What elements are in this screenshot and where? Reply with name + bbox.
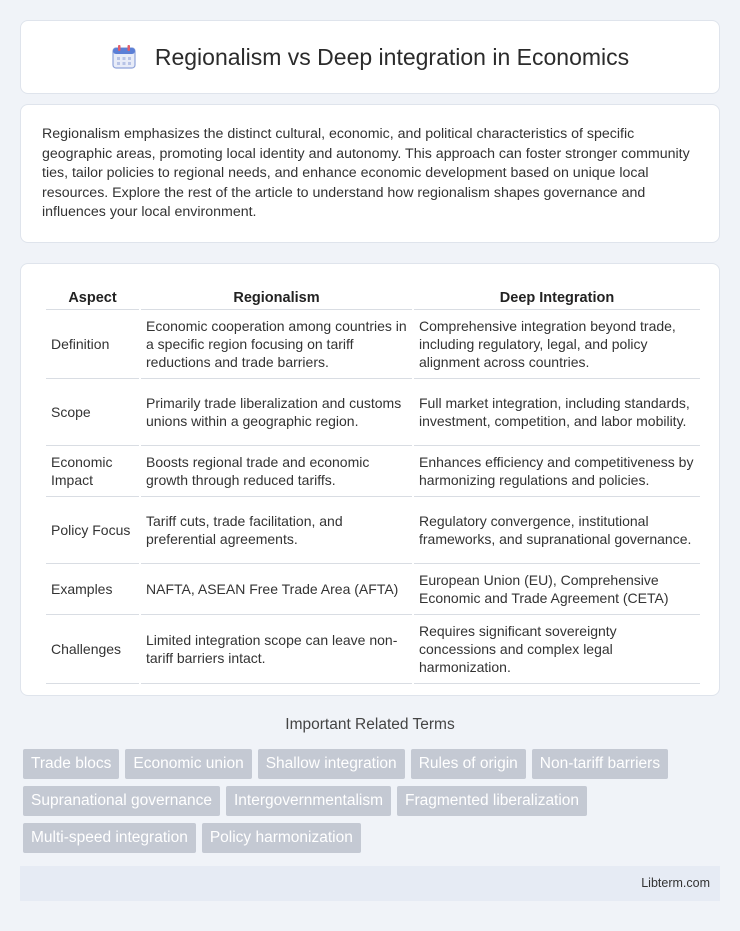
column-header-regionalism: Regionalism (141, 284, 412, 310)
term-tag[interactable]: Policy harmonization (202, 823, 361, 853)
term-tag[interactable]: Multi-speed integration (23, 823, 196, 853)
footer-site-link[interactable]: Libterm.com (641, 876, 710, 890)
cell-deep-integration: Full market integration, including standards, investment, competition, and labor mobility. (414, 379, 700, 446)
cell-regionalism: Primarily trade liberalization and customs unions within a geographic region. (141, 379, 412, 446)
column-header-deep-integration: Deep Integration (414, 284, 700, 310)
cell-regionalism: Economic cooperation among countries in a specific region focusing on tariff reductions and trade barriers. (141, 310, 412, 379)
column-header-aspect: Aspect (46, 284, 139, 310)
cell-deep-integration: Comprehensive integration beyond trade, including regulatory, legal, and policy alignment across countries. (414, 310, 700, 379)
table-row (46, 497, 700, 564)
cell-aspect: Economic Impact (46, 446, 139, 497)
cell-regionalism: NAFTA, ASEAN Free Trade Area (AFTA) (141, 564, 412, 615)
term-tag[interactable]: Fragmented liberalization (397, 786, 587, 816)
intro-card (20, 104, 720, 243)
table-row (46, 564, 700, 615)
cell-aspect: Policy Focus (46, 497, 139, 564)
intro-text: Regionalism emphasizes the distinct cultural, economic, and political characteristics of specific geographic areas, promoting local identity and autonomy. This approach can foster stronger community ties, tailor policies to regional needs, and enhance economic development based on unique local resources. Explore the rest of the article to understand how regionalism shapes governance and influences your local environment. (42, 126, 690, 220)
related-terms-title: Important Related Terms (285, 716, 455, 733)
term-tag[interactable]: Economic union (125, 749, 251, 779)
footer (20, 866, 720, 901)
term-tag[interactable]: Non-tariff barriers (532, 749, 668, 779)
comparison-table (44, 284, 702, 684)
table-row (46, 446, 700, 497)
cell-aspect: Definition (46, 310, 139, 379)
table-row (46, 379, 700, 446)
cell-regionalism: Boosts regional trade and economic growth through reduced tariffs. (141, 446, 412, 497)
cell-aspect: Examples (46, 564, 139, 615)
term-tag[interactable]: Trade blocs (23, 749, 119, 779)
term-tag[interactable]: Shallow integration (258, 749, 405, 779)
comparison-table-card (20, 263, 720, 696)
cell-aspect: Challenges (46, 615, 139, 684)
header-card (20, 20, 720, 94)
related-terms-list (23, 749, 723, 853)
cell-regionalism: Limited integration scope can leave non-tariff barriers intact. (141, 615, 412, 684)
cell-regionalism: Tariff cuts, trade facilitation, and preferential agreements. (141, 497, 412, 564)
cell-deep-integration: Enhances efficiency and competitiveness by harmonizing regulations and policies. (414, 446, 700, 497)
cell-deep-integration: European Union (EU), Comprehensive Economic and Trade Agreement (CETA) (414, 564, 700, 615)
cell-aspect: Scope (46, 379, 139, 446)
table-row (46, 310, 700, 379)
cell-deep-integration: Regulatory convergence, institutional frameworks, and supranational governance. (414, 497, 700, 564)
term-tag[interactable]: Supranational governance (23, 786, 220, 816)
calendar-icon (111, 44, 137, 70)
table-header-row (46, 284, 700, 310)
term-tag[interactable]: Intergovernmentalism (226, 786, 391, 816)
term-tag[interactable]: Rules of origin (411, 749, 526, 779)
table-row (46, 615, 700, 684)
cell-deep-integration: Requires significant sovereignty concessions and complex legal harmonization. (414, 615, 700, 684)
page-title: Regionalism vs Deep integration in Economics (154, 43, 630, 70)
